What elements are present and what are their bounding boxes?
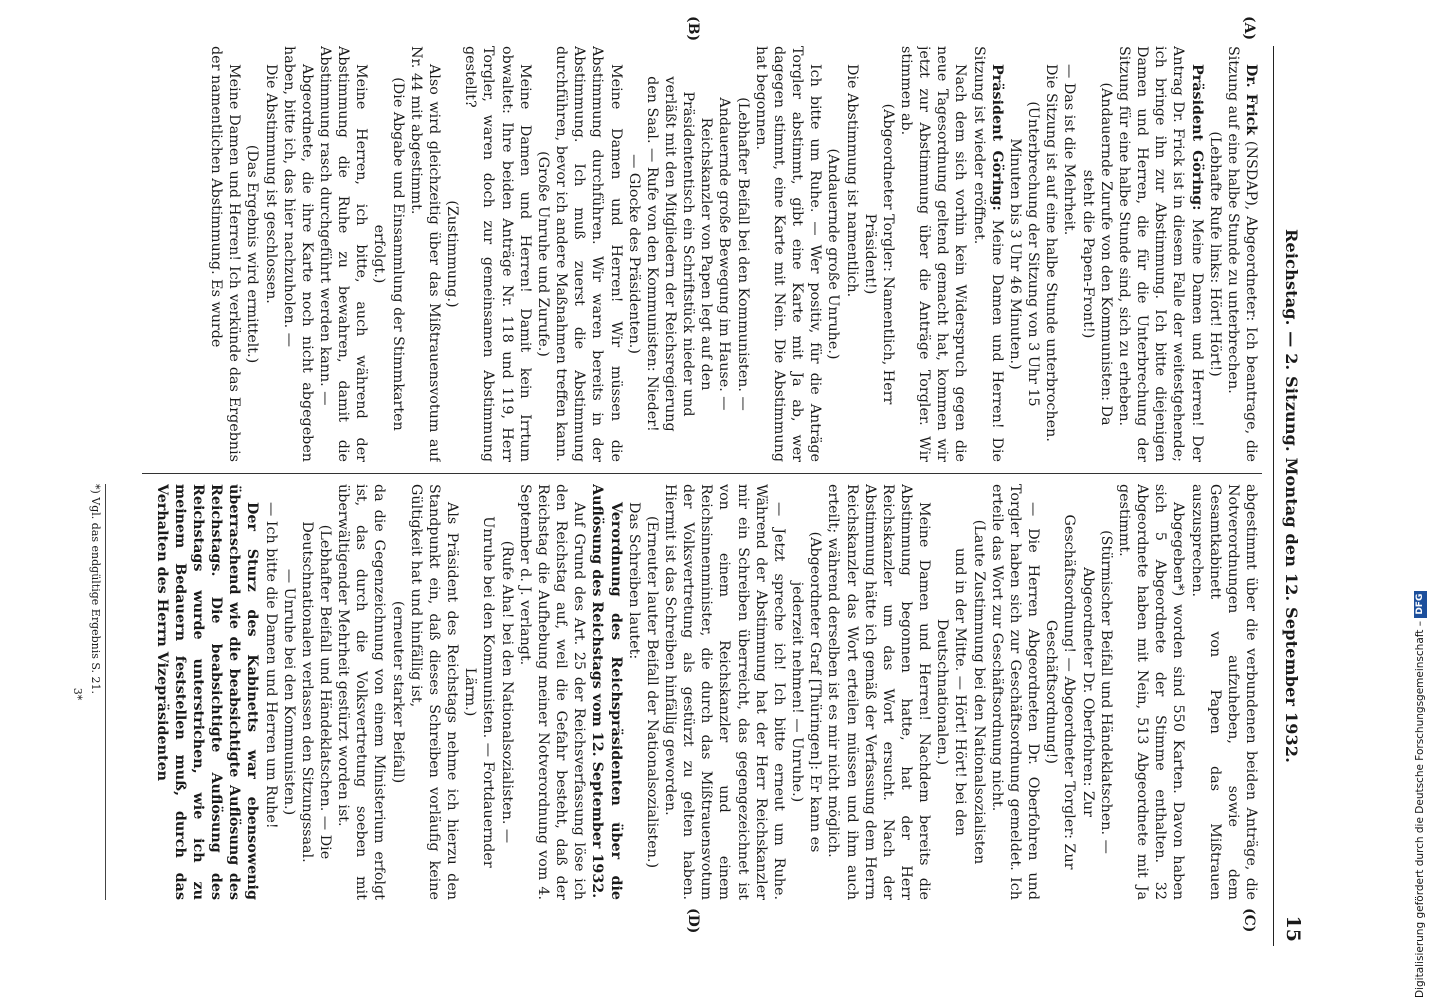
margin-label-b: (B): [685, 16, 701, 42]
emphasized-paragraph: [152, 484, 261, 900]
paragraph: [752, 46, 825, 462]
digitization-notice: [1412, 8, 1428, 998]
emphasized-paragraph: [588, 484, 624, 900]
stage-direction: [389, 484, 407, 900]
paragraph: [316, 46, 370, 462]
paragraph-text: Die Sitzung ist auf eine halbe Stunde unterbrochen.: [1043, 64, 1060, 442]
paragraph: [280, 46, 316, 462]
paragraph-text: Meine Damen und Herren! Nachdem bereits die Abstimmung begonnen hatte, hat der Herr Reichskanzler um das Wort ersucht. Nach der Abstimmung hätte ich gemäß der Verfassung dem Herrn Reichskanzler das Wort erteilen müssen und ihm auch erteilt; während derselben ist es mir nicht möglich.: [825, 484, 933, 900]
page-number: 15: [1282, 915, 1304, 942]
paragraph-text: (Große Unruhe und Zurufe.): [534, 151, 551, 357]
paragraph-text: Die Abstimmung ist geschlossen.: [262, 64, 279, 304]
page-header: [1273, 46, 1302, 946]
digitization-text: Digitalisierung gefördert durch die Deutsche Forschungsgemeinschaft –: [1414, 621, 1426, 998]
stage-direction: [788, 484, 824, 900]
paragraph: [261, 46, 279, 462]
paragraph: [461, 46, 534, 462]
stage-direction: [625, 46, 752, 462]
paragraph-text: (Andauernde große Unruhe.): [825, 148, 842, 360]
paragraph-text: (Erneuter lauter Beifall der Nationalsozialisten.): [643, 515, 660, 869]
paragraph-text: Auf Grund des Art. 25 der Reichsverfassung löse ich den Reichstag auf, weil die Gefahr besteht, daß der Reichstag die Aufhebung meiner Notverordnung vom 4. September d. J. verlangt.: [516, 484, 588, 900]
left-column: [90, 46, 1260, 462]
paragraph-text: Als Präsident des Reichstags nehme ich hierzu den Standpunkt ein, daß dieses Schreiben vorläufig keine Gültigkeit hat und hinfällig ist,: [407, 484, 461, 900]
stage-direction: [1042, 484, 1115, 900]
paragraph-text: Nach dem sich vorhin kein Widerspruch gegen die neue Tagesordnung geltend gemacht hat, kommen wir jetzt zur Abstimmung über die Anträge Torgler. Wir stimmen ab.: [898, 46, 969, 462]
speaker-name: Präsident Göring:: [988, 64, 1005, 211]
paragraph-text: Abgegeben*) worden sind 550 Karten. Davon haben sich 5 Abgeordnete der Stimme enthalten. 32 Abgeordnete haben mit Nein, 513 Abgeordnete mit Ja gestimmt.: [1115, 484, 1187, 900]
stage-direction: [933, 484, 987, 900]
stage-direction: [534, 46, 552, 462]
paragraph-text: (NSDAP), Abgeordneter: Ich beantrage, die Sitzung auf eine halbe Stunde zu unterbrechen.: [1224, 46, 1259, 462]
paragraph: [897, 46, 970, 462]
stage-direction: [1006, 46, 1042, 462]
paragraph-text: (Rufe Aha! bei den Nationalsozialisten. — Unruhe bei den Kommunisten. — Fortdauernder Lärm.): [462, 516, 515, 868]
paragraph-text: (Abgeordneter Graf [Thüringen]: Er kann es jederzeit nehmen! — Unruhe.): [789, 531, 824, 853]
stage-direction: [280, 484, 334, 900]
signature-mark: 3*: [71, 687, 84, 701]
paragraph-text: (Laute Zustimmung bei den Nationalsozialisten und in der Mitte. — Hört! Hört! bei den Deutschnationalen.): [934, 519, 987, 865]
paragraph: [407, 484, 461, 900]
paragraph-text: (Das Ergebnis wird ermittelt.): [244, 144, 261, 364]
stage-direction: [824, 46, 842, 462]
stage-direction: [861, 46, 897, 462]
paragraph: [824, 484, 933, 900]
stage-direction: [461, 484, 515, 900]
paragraph-text: Meine Damen und Herren! Die Sitzung ist wieder eröffnet.: [970, 46, 1005, 462]
side-note: [1412, 8, 1428, 998]
paragraph-text: Die Abstimmung ist namentlich.: [843, 64, 860, 298]
paragraph: [625, 484, 643, 900]
paragraph-text: (Lebhafter Beifall bei den Kommunisten. — Andauernde große Bewegung im Hause. — Reichskanzler von Papen legt auf den Präsidententisch ein Schriftstück nieder und verläßt mit den Mitgliedern der Reichsregierung den Saal. — Rufe von den Kommunisten: Nieder! — Glocke des Präsidenten.): [625, 76, 751, 432]
paragraph-text: (Lebhafter Beifall und Händeklatschen. — Die Deutschnationalen verlassen den Sitzungssaal. — Unruhe bei den Kommunisten.): [280, 521, 334, 863]
footnote: *) Vgl. das endgültige Ergebnis S. 21.: [89, 484, 106, 900]
paragraph-text: Meine Herren, ich bitte, auch während der Abstimmung die Ruhe zu bewahren, damit die Abstimmung rasch durchgeführt werden kann. —: [317, 46, 370, 462]
paragraph: [1187, 484, 1260, 900]
paragraph-text: (Lebhafte Rufe links: Hört! Hört!): [1206, 131, 1223, 377]
page-rotated: [71, 16, 1304, 946]
stage-direction: [443, 46, 461, 462]
paragraph: [1115, 46, 1206, 462]
speaker-name: Präsident Göring:: [1188, 64, 1205, 211]
paragraph: [661, 484, 788, 900]
header-title: Reichstag. — 2. Sitzung. Montag den 12. September 1932.: [1282, 229, 1301, 763]
paragraph-text: Das Schreiben lautet:: [625, 502, 642, 660]
paragraph-text: Meine Damen und Herren! Wir müssen die Abstimmung durchführen. Wir waren bereits in der Abstimmung. Ich muß zuerst die Abstimmung durchführen, bevor ich andere Maßnahmen treffen kann.: [553, 46, 624, 462]
paragraph-text: (Abgeordneter Torgler: Namentlich, Herr Präsident!): [861, 103, 896, 405]
paragraph-text: — Jetzt spreche ich! Ich bitte erneut um Ruhe. Während der Abstimmung hat der Herr Reichskanzler mir ein Schreiben überreicht, das gegengezeichnet ist von einem Reichskanzler und einem Reichsinnenminister, die durch das Mißtrauensvotum der Volksvertretung als gestürzt zu gelten haben. Hiermit ist das Schreiben hinfällig geworden.: [662, 484, 787, 900]
stage-direction: [370, 46, 406, 462]
column-divider: [142, 473, 1262, 474]
paragraph: [407, 46, 443, 462]
paragraph: [1060, 46, 1078, 462]
paragraph: [261, 484, 279, 900]
margin-label-c: (C): [1241, 908, 1257, 933]
paragraph-text: (Die Abgabe und Einsammlung der Stimmkarten erfolgt.): [371, 77, 406, 431]
paragraph-text: Meine Damen und Herren! Damit kein Irrtum obwaltet: Ihre beiden Anträge Nr. 118 und 119, Herr Torgler, waren doch zur gemeinsamen Abstimmung gestellt?: [462, 46, 533, 462]
paragraph: [842, 46, 860, 462]
paragraph-text: Der Sturz des Kabinetts war ebensowenig überraschend wie die beabsichtigte Auflösung des Reichstags. Die beabsichtigte Auflösung des Reichstags wurde unterstrichen, wie ich zu meinem Bedauern feststellen muß, durch das Verhalten des Herrn Vizepräsidenten: [153, 484, 261, 900]
paragraph: [988, 484, 1042, 900]
paragraph: [516, 484, 589, 900]
paragraph-text: Abgeordnete, die ihre Karte noch nicht abgegeben haben, bitte ich, das hier nachzuholen. —: [280, 46, 315, 462]
paragraph-text: — Das ist die Mehrheit.: [1061, 64, 1078, 236]
stage-direction: [1078, 46, 1114, 462]
paragraph-text: Verordnung des Reichspräsidenten über die Auflösung des Reichstags vom 12. September 1932.: [589, 484, 624, 900]
stage-direction: [643, 484, 661, 900]
right-column: [90, 484, 1260, 900]
paragraph-text: Meine Damen und Herren! Ich verkünde das Ergebnis der namentlichen Abstimmung. Es wurde: [208, 46, 243, 462]
paragraph-text: (Stürmischer Beifall und Händeklatschen. — Abgeordneter Dr. Oberfohren: Zur Geschäftsordnung! — Abgeordneter Torgler: Zur Geschäftsordnung!): [1043, 514, 1114, 870]
paragraph: [207, 46, 243, 462]
paragraph-text: Ich bitte um Ruhe. — Wer positiv, für die Anträge Torgler abstimmt, gibt eine Karte mit Ja ab, wer dagegen stimmt, eine Karte mit Nein. Die Abstimmung hat begonnen.: [752, 46, 824, 462]
paragraph-text: (erneuter starker Beifall): [389, 600, 406, 784]
stage-direction: [243, 46, 261, 462]
paragraph: [1224, 46, 1260, 462]
paragraph-text: Also wird gleichzeitig über das Mißtrauensvotum auf Nr. 44 mit abgestimmt.: [407, 46, 442, 462]
paragraph-text: (Unterbrechung der Sitzung von 3 Uhr 15 Minuten bis 3 Uhr 46 Minuten.): [1006, 101, 1042, 407]
paragraph-text: abgestimmt über die verbundenen beiden Anträge, die Notverordnungen aufzuheben, sowie dem Gesamtkabinett von Papen das Mißtrauen auszusprechen.: [1188, 484, 1259, 900]
dfg-logo-icon: DFG: [1414, 591, 1427, 618]
paragraph-text: — Ich bitte die Damen und Herren um Ruhe!: [262, 502, 279, 829]
paragraph: [970, 46, 1006, 462]
stage-direction: [1206, 46, 1224, 462]
paragraph-text: Meine Damen und Herren! Der Antrag Dr. Frick ist in diesem Falle der weitestgehende; ich bringe ihn zur Abstimmung. Ich bitte diejenigen Damen und Herren, die für die Unterbrechung der Sitzung für eine halbe Stunde sind, sich zu erheben.: [1115, 46, 1205, 462]
paragraph-text: da die Gegenzeichnung von einem Ministerium erfolgt ist, das durch die Volksvertretung soeben mit überwältigender Mehrheit gestürzt worden ist.: [335, 484, 388, 900]
margin-label-d: (D): [685, 908, 701, 934]
paragraph: [1115, 484, 1188, 900]
margin-label-a: (A): [1241, 16, 1257, 41]
speaker-name: Dr. Frick: [1243, 64, 1259, 136]
paragraph: [552, 46, 625, 462]
paragraph: [334, 484, 388, 900]
paragraph-text: (Andauernde Zurufe von den Kommunisten: Da steht die Papen-Front!): [1079, 82, 1114, 426]
paragraph: [1042, 46, 1060, 462]
paragraph-text: (Zustimmung.): [444, 200, 461, 308]
paragraph-text: — Die Herren Abgeordneten Dr. Oberfohren und Torgler haben sich zur Geschäftsordnung gemeldet. Ich erteile das Wort zur Geschäftsordnung nicht.: [988, 484, 1042, 900]
